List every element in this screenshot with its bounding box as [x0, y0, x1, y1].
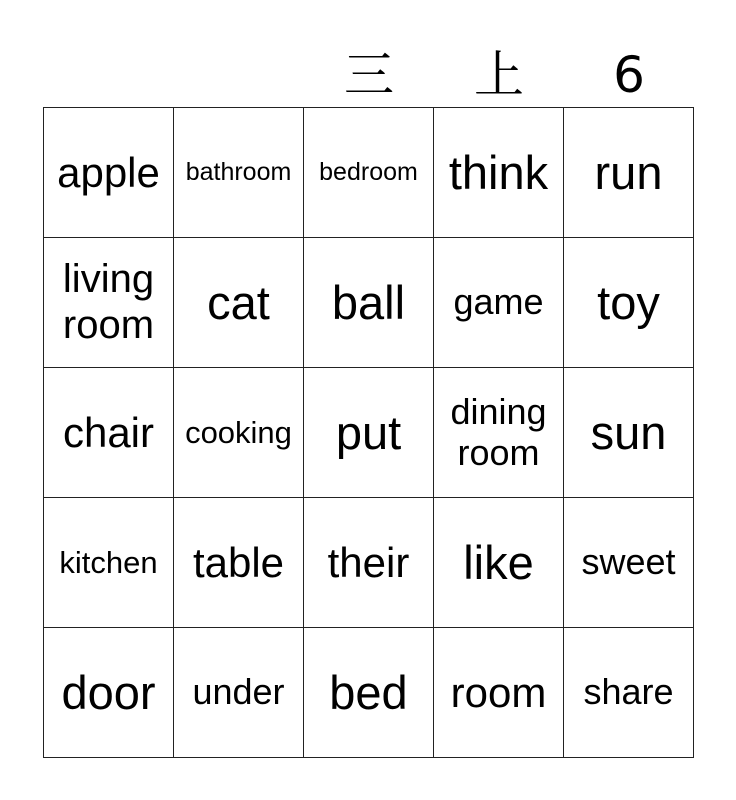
bingo-cell[interactable] [174, 368, 304, 498]
cell-word: toy [597, 275, 660, 329]
cell-word: bedroom [319, 158, 418, 187]
bingo-cell[interactable] [434, 238, 564, 368]
cell-word: table [192, 538, 285, 586]
bingo-cell[interactable] [564, 498, 694, 628]
bingo-cell[interactable] [174, 498, 304, 628]
cell-word: game [453, 281, 544, 323]
cell-word: their [327, 538, 410, 586]
bingo-cell[interactable] [174, 238, 304, 368]
bingo-cell[interactable] [44, 368, 174, 498]
header-grade: 三 [344, 46, 394, 104]
bingo-cell[interactable] [564, 238, 694, 368]
cell-word: dining room [450, 390, 547, 473]
bingo-cell[interactable] [304, 628, 434, 758]
bingo-cell[interactable] [44, 628, 174, 758]
cell-word: living room [62, 257, 155, 347]
cell-word: apple [57, 148, 160, 196]
cell-word: share [583, 671, 674, 713]
cell-word: bed [329, 665, 408, 719]
bingo-cell[interactable] [44, 238, 174, 368]
cell-word: room [450, 668, 547, 716]
bingo-cell[interactable] [304, 238, 434, 368]
bingo-cell[interactable] [564, 368, 694, 498]
cell-word: ball [331, 275, 406, 329]
cell-word: under [192, 671, 285, 713]
bingo-cell[interactable] [564, 108, 694, 238]
bingo-cell[interactable] [434, 628, 564, 758]
bingo-cell[interactable] [434, 108, 564, 238]
header-unit: 6 [613, 46, 645, 104]
cell-word: kitchen [59, 544, 158, 580]
cell-word: run [594, 145, 663, 199]
bingo-cell[interactable] [434, 368, 564, 498]
cell-word: bathroom [185, 158, 292, 187]
cell-word: like [463, 535, 534, 589]
bingo-cell[interactable] [44, 108, 174, 238]
cell-word: chair [62, 408, 155, 456]
cell-word: think [448, 145, 549, 199]
cell-word: cooking [185, 414, 292, 450]
bingo-cell[interactable] [174, 108, 304, 238]
bingo-cell[interactable] [304, 108, 434, 238]
header-term: 上 [474, 46, 524, 104]
bingo-cell[interactable] [304, 368, 434, 498]
bingo-cell[interactable] [434, 498, 564, 628]
bingo-header [304, 40, 694, 110]
cell-word: cat [207, 275, 270, 329]
bingo-cell[interactable] [564, 628, 694, 758]
bingo-cell[interactable] [174, 628, 304, 758]
bingo-board [43, 107, 694, 758]
cell-word: door [61, 665, 156, 719]
bingo-cell[interactable] [44, 498, 174, 628]
cell-word: put [335, 405, 402, 459]
bingo-cell[interactable] [304, 498, 434, 628]
cell-word: sun [590, 405, 667, 459]
cell-word: sweet [581, 541, 676, 583]
